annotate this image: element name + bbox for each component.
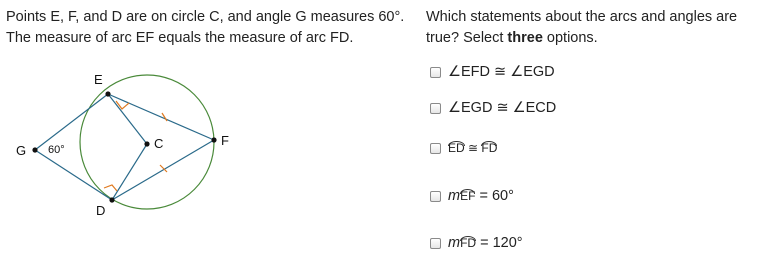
option-4[interactable] — [430, 186, 514, 206]
option-1-checkbox[interactable] — [430, 67, 441, 78]
arc-ed: ED — [448, 141, 465, 155]
option-1[interactable] — [430, 62, 555, 82]
option-5-value: = 120° — [476, 235, 523, 251]
question-tail: options. — [542, 30, 598, 46]
congruent-symbol: ≅ — [464, 141, 482, 155]
point-f — [211, 137, 216, 142]
label-e: E — [94, 72, 103, 87]
label-d: D — [96, 203, 106, 218]
option-3[interactable] — [430, 138, 497, 158]
point-d — [109, 197, 114, 202]
segment-ge — [35, 94, 108, 150]
option-2-label: ∠EGD ≅ ∠ECD — [448, 100, 557, 116]
segment-ef — [108, 94, 214, 140]
segment-gd — [35, 150, 112, 200]
segment-ec — [108, 94, 147, 144]
label-c: C — [154, 136, 164, 151]
measure-prefix: m — [448, 188, 461, 204]
arc-fd: FD — [481, 141, 498, 155]
question-bold: three — [507, 30, 543, 46]
option-5[interactable] — [430, 233, 523, 253]
problem-statement: Points E, F, and D are on circle C, and angle G measures 60°. The measure of arc EF equals the measure of arc FD. — [6, 9, 405, 46]
arc-ef-measure: EF — [460, 189, 476, 203]
option-2[interactable] — [430, 98, 556, 118]
option-4-value: = 60° — [475, 188, 514, 204]
point-c — [144, 141, 149, 146]
segment-dc — [112, 144, 147, 200]
right-angle-mark-d — [104, 185, 117, 191]
option-3-checkbox[interactable] — [430, 143, 441, 154]
measure-prefix: m — [448, 235, 461, 251]
arc-fd-measure: FD — [460, 236, 477, 250]
question-text — [426, 7, 762, 49]
point-g — [32, 147, 37, 152]
label-g: G — [16, 143, 27, 158]
tick-mark-ef — [162, 113, 167, 121]
circle-diagram — [0, 60, 260, 225]
option-5-checkbox[interactable] — [430, 238, 441, 249]
point-e — [105, 91, 110, 96]
option-4-checkbox[interactable] — [430, 191, 441, 202]
angle-g-label: 60° — [48, 144, 65, 156]
option-1-label: ∠EFD ≅ ∠EGD — [448, 64, 555, 80]
option-2-checkbox[interactable] — [430, 103, 441, 114]
question-lead: Which statements about the arcs and angles are true? Select — [426, 9, 738, 46]
label-f: F — [221, 133, 229, 148]
geometry-figure — [0, 60, 260, 230]
